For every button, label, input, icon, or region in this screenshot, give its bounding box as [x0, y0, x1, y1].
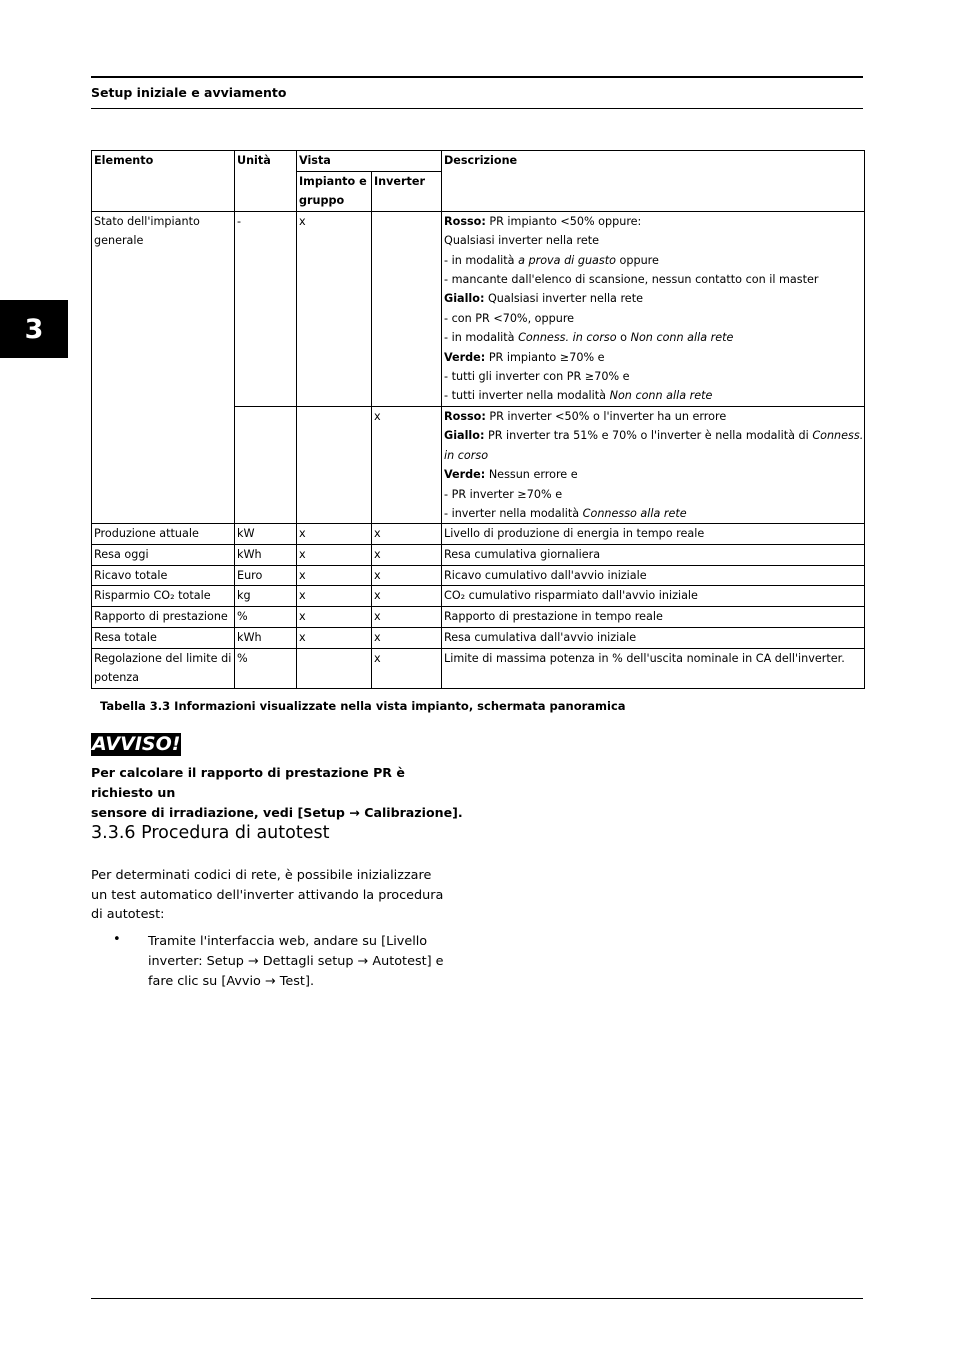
cell-inverter: x	[372, 648, 442, 688]
header-vista: Vista	[297, 151, 442, 172]
cell-inverter: x	[372, 524, 442, 544]
cell-stato-plant-desc: Rosso: PR impianto <50% oppure: Qualsiasi inverter nella rete - in modalità a prova di guasto oppure - mancante dall'elenco di scansione, nessun contatto con il master Giallo: Qualsiasi inverter nella rete - con PR <70%, oppure - in modalità Conness. in corso o Non conn alla rete Verde: PR impianto ≥70% e - tutti gli inverter con PR ≥70% e - tutti inverter nella modalità Non conn alla rete	[442, 211, 865, 406]
table-row	[92, 544, 865, 565]
cell-impianto: x	[297, 544, 372, 565]
section-intro: Per determinati codici di rete, è possibile inizializzare un test automatico dell'inverter attivando la procedura di autotest:	[91, 868, 444, 922]
cell-unita: kg	[235, 586, 297, 607]
cell-stato2-impianto	[297, 406, 372, 523]
cell-descrizione: CO₂ cumulativo risparmiato dall'avvio iniziale	[442, 586, 865, 607]
notice-title: AVVISO!	[92, 733, 181, 755]
table-row	[92, 524, 865, 544]
footer-rule	[91, 1298, 863, 1299]
cell-stato-impianto: x	[297, 211, 372, 406]
cell-stato-inverter-desc: Rosso: PR inverter <50% o l'inverter ha un errore Giallo: PR inverter tra 51% e 70% o l'inverter è nella modalità di Conness. in corso Verde: Nessun errore e - PR inverter ≥70% e - inverter nella modalità Connesso alla rete	[442, 406, 865, 523]
cell-descrizione: Resa cumulativa dall'avvio iniziale	[442, 627, 865, 648]
cell-impianto: x	[297, 607, 372, 627]
cell-unita: kWh	[235, 627, 297, 648]
section-heading: 3.3.6 Procedura di autotest	[91, 823, 330, 843]
header-descrizione: Descrizione	[442, 151, 865, 212]
cell-unita: %	[235, 648, 297, 688]
header-bottom-rule	[91, 108, 863, 109]
table-row	[92, 586, 865, 607]
bullet-item: Tramite l'interfaccia web, andare su [Livello inverter: Setup → Dettagli setup → Autotest] e fare clic su [Avvio → Test].	[148, 934, 444, 989]
cell-impianto: x	[297, 586, 372, 607]
cell-inverter: x	[372, 627, 442, 648]
chapter-tab: 3	[0, 300, 68, 358]
cell-inverter: x	[372, 607, 442, 627]
table-row	[92, 627, 865, 648]
cell-impianto: x	[297, 627, 372, 648]
header-title: Setup iniziale e avviamento	[91, 85, 287, 100]
cell-stato-elemento: Stato dell'impianto generale	[92, 211, 235, 524]
cell-elemento: Ricavo totale	[92, 565, 235, 585]
cell-inverter: x	[372, 565, 442, 585]
table-row	[92, 607, 865, 627]
table-caption: Tabella 3.3 Informazioni visualizzate nella vista impianto, schermata panoramica	[100, 699, 626, 713]
notice-text	[91, 763, 471, 823]
cell-unita: %	[235, 607, 297, 627]
cell-descrizione: Ricavo cumulativo dall'avvio iniziale	[442, 565, 865, 585]
cell-impianto: x	[297, 524, 372, 544]
cell-inverter: x	[372, 544, 442, 565]
header-unita: Unità	[235, 151, 297, 212]
cell-stato-unita: -	[235, 211, 297, 406]
bullet-icon: •	[113, 932, 121, 947]
cell-stato2-unita	[235, 406, 297, 523]
cell-descrizione: Livello di produzione di energia in tempo reale	[442, 524, 865, 544]
header-elemento: Elemento	[92, 151, 235, 212]
header-impianto: Impianto e gruppo	[297, 172, 372, 212]
cell-descrizione: Resa cumulativa giornaliera	[442, 544, 865, 565]
header-inverter: Inverter	[372, 172, 442, 212]
cell-unita: kWh	[235, 544, 297, 565]
cell-impianto	[297, 648, 372, 688]
cell-elemento: Resa oggi	[92, 544, 235, 565]
cell-elemento: Resa totale	[92, 627, 235, 648]
cell-stato-inverter-empty	[372, 211, 442, 406]
cell-elemento: Risparmio CO₂ totale	[92, 586, 235, 607]
cell-elemento: Rapporto di prestazione	[92, 607, 235, 627]
cell-inverter: x	[372, 586, 442, 607]
cell-stato2-inverter: x	[372, 406, 442, 523]
cell-descrizione: Limite di massima potenza in % dell'uscita nominale in CA dell'inverter.	[442, 648, 865, 688]
cell-unita: Euro	[235, 565, 297, 585]
table-row	[92, 565, 865, 585]
header-top-rule	[91, 76, 863, 78]
cell-unita: kW	[235, 524, 297, 544]
notice-line: sensore di irradiazione, vedi [Setup → Calibrazione].	[91, 805, 463, 820]
info-table	[91, 150, 865, 689]
cell-impianto: x	[297, 565, 372, 585]
cell-descrizione: Rapporto di prestazione in tempo reale	[442, 607, 865, 627]
cell-elemento: Regolazione del limite di potenza	[92, 648, 235, 688]
cell-elemento: Produzione attuale	[92, 524, 235, 544]
notice-line: Per calcolare il rapporto di prestazione PR è richiesto un	[91, 765, 405, 800]
table-row	[92, 648, 865, 688]
